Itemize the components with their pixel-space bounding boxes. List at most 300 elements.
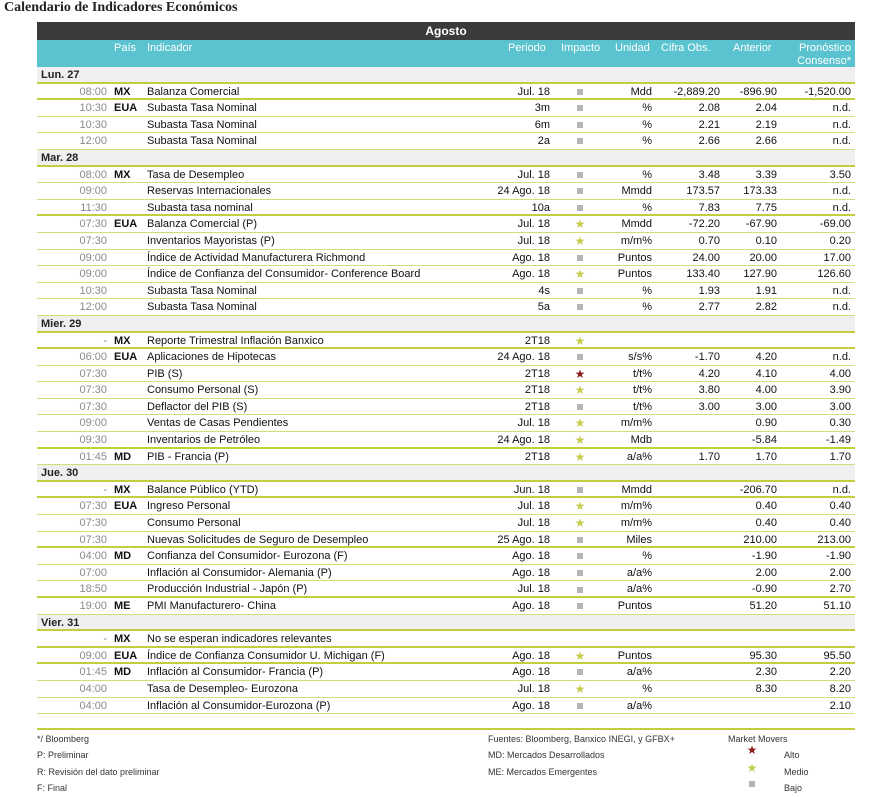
- row-forecast: n.d.: [832, 185, 851, 198]
- row-time: 07:00: [79, 566, 107, 579]
- row-indicator: Subasta Tasa Nominal: [147, 301, 257, 314]
- row-time: 10:30: [79, 284, 107, 297]
- calendar-table: [37, 22, 855, 714]
- row-period: Jul. 18: [517, 168, 550, 181]
- row-forecast: n.d.: [832, 201, 851, 214]
- row-unit: m/m%: [620, 417, 652, 430]
- row-previous: -206.70: [739, 483, 777, 496]
- table-row: [37, 631, 855, 648]
- row-time: 10:30: [79, 102, 107, 115]
- row-country: MX: [114, 483, 131, 496]
- table-row: [37, 698, 855, 715]
- table-row: [37, 299, 855, 316]
- row-period: Ago. 18: [512, 268, 550, 281]
- row-time: 08:00: [79, 85, 107, 98]
- table-row: [37, 133, 855, 150]
- row-indicator: Índice de Confianza Consumidor U. Michigan (F): [147, 649, 385, 662]
- impact-low-square-icon: [573, 664, 587, 681]
- day-header: [37, 316, 855, 333]
- row-previous: 1.70: [755, 450, 777, 463]
- row-unit: Mmdd: [621, 185, 652, 198]
- impact-low-square-icon: [573, 598, 587, 615]
- row-period: Ago. 18: [512, 699, 550, 712]
- row-unit: t/t%: [633, 400, 652, 413]
- row-period: 24 Ago. 18: [497, 351, 550, 364]
- row-unit: a/a%: [626, 666, 652, 679]
- impact-low-square-icon: [573, 117, 587, 134]
- row-period: Jun. 18: [513, 483, 550, 496]
- bajo-square-icon: [746, 778, 758, 788]
- row-indicator: Inflación al Consumidor- Alemania (P): [147, 566, 332, 579]
- impact-low-square-icon: [573, 399, 587, 416]
- row-observed: -72.20: [688, 218, 720, 231]
- table-row: [37, 333, 855, 350]
- impact-low-square-icon: [573, 200, 587, 217]
- month-band: Agosto: [37, 22, 855, 40]
- legend-alto: Alto: [784, 750, 800, 760]
- table-row: [37, 449, 855, 466]
- table-row: [37, 415, 855, 432]
- row-previous: 0.40: [755, 517, 777, 530]
- header-anterior: Anterior: [733, 42, 772, 54]
- row-observed: 1.70: [698, 450, 720, 463]
- row-period: Jul. 18: [517, 234, 550, 247]
- row-forecast: n.d.: [832, 284, 851, 297]
- row-forecast: n.d.: [832, 135, 851, 148]
- row-forecast: 0.40: [829, 517, 851, 530]
- day-header: [37, 67, 855, 84]
- row-unit: %: [642, 135, 652, 148]
- impact-low-square-icon: [573, 548, 587, 565]
- row-forecast: 51.10: [823, 600, 851, 612]
- table-row: [37, 664, 855, 681]
- row-indicator: Consumo Personal: [147, 517, 241, 530]
- day-label: Mier. 29: [41, 317, 82, 330]
- row-unit: a/a%: [626, 583, 652, 596]
- header-impacto: Impacto: [561, 42, 601, 54]
- row-unit: Puntos: [617, 251, 652, 264]
- row-indicator: No se esperan indicadores relevantes: [147, 633, 332, 646]
- row-unit: %: [642, 682, 652, 695]
- row-time: 09:00: [79, 185, 107, 198]
- row-time: 04:00: [79, 699, 107, 712]
- row-previous: 20.00: [749, 251, 777, 264]
- row-observed: 4.20: [698, 367, 720, 380]
- row-unit: a/a%: [626, 450, 652, 463]
- note-preliminar: P: Preliminar: [37, 750, 89, 760]
- table-row: [37, 366, 855, 383]
- row-indicator: Subasta Tasa Nominal: [147, 284, 257, 297]
- row-period: 2T18: [524, 384, 550, 397]
- row-previous: 51.20: [749, 600, 777, 612]
- row-period: 5a: [537, 301, 550, 314]
- row-indicator: Subasta Tasa Nominal: [147, 135, 257, 148]
- row-period: Jul. 18: [517, 682, 550, 695]
- row-period: Jul. 18: [517, 583, 550, 596]
- day-label: Mar. 28: [41, 151, 79, 164]
- row-previous: 95.30: [749, 649, 777, 662]
- row-time: 07:30: [79, 234, 107, 247]
- row-previous: 1.91: [755, 284, 777, 297]
- row-time: 09:00: [79, 417, 107, 430]
- row-country: MX: [114, 168, 131, 181]
- row-country: EUA: [114, 102, 138, 115]
- row-period: Ago. 18: [512, 251, 550, 264]
- row-forecast: 2.70: [829, 583, 851, 596]
- row-previous: -896.90: [739, 85, 777, 98]
- row-observed: -2,889.20: [673, 85, 720, 98]
- row-time: 04:00: [79, 682, 107, 695]
- row-period: Jul. 18: [517, 85, 550, 98]
- impact-low-square-icon: [573, 167, 587, 184]
- row-time: 07:30: [79, 384, 107, 397]
- table-row: [37, 233, 855, 250]
- row-period: 25 Ago. 18: [497, 533, 550, 546]
- row-forecast: 3.50: [829, 168, 851, 181]
- impact-low-square-icon: [573, 299, 587, 316]
- row-previous: 2.04: [755, 102, 777, 115]
- row-indicator: Producción Industrial - Japón (P): [147, 583, 308, 596]
- row-previous: 0.10: [755, 234, 777, 247]
- table-row: [37, 515, 855, 532]
- row-unit: %: [642, 201, 652, 214]
- impact-medium-star-icon: ★: [574, 217, 586, 232]
- impact-medium-star-icon: ★: [574, 233, 586, 248]
- row-period: Ago. 18: [512, 666, 550, 679]
- row-unit: Puntos: [617, 649, 652, 662]
- impact-medium-star-icon: ★: [574, 648, 586, 663]
- row-forecast: 213.00: [817, 533, 851, 546]
- market-movers-title: Market Movers: [728, 734, 788, 744]
- row-country: EUA: [114, 351, 138, 364]
- row-unit: %: [642, 118, 652, 131]
- table-row: [37, 681, 855, 698]
- me-legend: ME: Mercados Emergentes: [488, 767, 598, 777]
- row-period: 2T18: [524, 367, 550, 380]
- table-row: [37, 200, 855, 217]
- row-country: MD: [114, 550, 132, 563]
- row-time: 01:45: [79, 450, 107, 463]
- row-indicator: Inflación al Consumidor- Francia (P): [147, 666, 324, 679]
- impact-low-square-icon: [573, 250, 587, 267]
- impact-medium-star-icon: ★: [574, 416, 586, 431]
- impact-low-square-icon: [573, 183, 587, 200]
- row-previous: 127.90: [743, 268, 777, 281]
- row-indicator: Deflactor del PIB (S): [147, 400, 248, 413]
- row-period: 10a: [531, 201, 550, 214]
- row-unit: %: [642, 550, 652, 563]
- row-unit: Miles: [626, 533, 652, 546]
- row-time: 08:00: [79, 168, 107, 181]
- row-indicator: Reservas Internacionales: [147, 185, 272, 198]
- row-previous: 0.90: [755, 417, 777, 430]
- row-unit: a/a%: [626, 566, 652, 579]
- row-time: 01:45: [79, 666, 107, 679]
- row-indicator: Inventarios Mayoristas (P): [147, 234, 275, 247]
- row-unit: a/a%: [626, 699, 652, 712]
- row-unit: Mmdd: [621, 218, 652, 231]
- row-time: 11:30: [80, 201, 107, 214]
- row-forecast: 8.20: [829, 682, 851, 695]
- row-observed: 1.93: [698, 284, 720, 297]
- row-indicator: Confianza del Consumidor- Eurozona (F): [147, 550, 348, 563]
- row-previous: -67.90: [745, 218, 777, 231]
- row-previous: 0.40: [755, 500, 777, 513]
- row-indicator: Nuevas Solicitudes de Seguro de Desempleo: [147, 533, 369, 546]
- row-indicator: Aplicaciones de Hipotecas: [147, 351, 277, 364]
- impact-medium-star-icon: ★: [574, 433, 586, 448]
- row-previous: 2.66: [755, 135, 777, 148]
- impact-low-square-icon: [573, 283, 587, 300]
- row-indicator: Reporte Trimestral Inflación Banxico: [147, 334, 324, 347]
- table-row: [37, 100, 855, 117]
- row-previous: 2.30: [755, 666, 777, 679]
- row-time: 07:30: [79, 218, 107, 231]
- row-previous: 173.33: [743, 185, 777, 198]
- md-legend: MD: Mercados Desarrollados: [488, 750, 605, 760]
- row-observed: 0.70: [698, 234, 720, 247]
- row-observed: 2.21: [698, 118, 720, 131]
- row-period: 6m: [534, 118, 550, 131]
- row-unit: t/t%: [633, 367, 652, 380]
- row-forecast: n.d.: [832, 351, 851, 364]
- row-unit: Mmdd: [621, 483, 652, 496]
- row-unit: m/m%: [620, 234, 652, 247]
- row-previous: 2.82: [755, 301, 777, 314]
- table-row: [37, 399, 855, 416]
- source-text: Fuentes: Bloomberg, Banxico INEGI, y GFBX+: [488, 734, 675, 744]
- header-pais: País: [114, 42, 137, 54]
- table-row: [37, 498, 855, 515]
- row-forecast: -1.49: [825, 434, 851, 447]
- impact-low-square-icon: [573, 482, 587, 499]
- row-indicator: PIB (S): [147, 367, 183, 380]
- impact-low-square-icon: [573, 100, 587, 117]
- row-previous: 8.30: [755, 682, 777, 695]
- row-time: 12:00: [79, 135, 107, 148]
- row-forecast: 3.00: [829, 400, 851, 413]
- row-indicator: Balanza Comercial (P): [147, 218, 258, 231]
- row-forecast: n.d.: [832, 102, 851, 115]
- header-unidad: Unidad: [615, 42, 650, 54]
- row-time: 06:00: [79, 351, 107, 364]
- row-unit: m/m%: [620, 517, 652, 530]
- impact-low-square-icon: [573, 698, 587, 715]
- row-time: -: [103, 633, 107, 646]
- table-row: [37, 532, 855, 549]
- row-indicator: Subasta Tasa Nominal: [147, 102, 257, 115]
- row-unit: Puntos: [617, 268, 652, 281]
- row-indicator: Índice de Actividad Manufacturera Richmond: [147, 251, 366, 264]
- row-country: MD: [114, 666, 132, 679]
- table-row: [37, 581, 855, 598]
- row-previous: 4.10: [755, 367, 777, 380]
- table-row: [37, 266, 855, 283]
- row-time: -: [103, 483, 107, 496]
- row-unit: t/t%: [633, 384, 652, 397]
- table-row: [37, 548, 855, 565]
- row-time: 07:30: [79, 500, 107, 513]
- row-unit: %: [642, 102, 652, 115]
- row-previous: -5.84: [751, 434, 777, 447]
- row-indicator: Balance Público (YTD): [147, 483, 259, 496]
- page-title: Calendario de Indicadores Económicos: [4, 0, 238, 15]
- row-indicator: Tasa de Desempleo- Eurozona: [147, 682, 299, 695]
- row-country: EUA: [114, 500, 138, 513]
- row-forecast: 3.90: [829, 384, 851, 397]
- row-previous: -1.90: [751, 550, 777, 563]
- impact-low-square-icon: [573, 349, 587, 366]
- header-cifra: Cifra Obs.: [661, 42, 711, 54]
- row-observed: 3.80: [698, 384, 720, 397]
- row-period: 24 Ago. 18: [497, 434, 550, 447]
- row-previous: 4.20: [755, 351, 777, 364]
- impact-low-square-icon: [573, 532, 587, 549]
- row-previous: 7.75: [755, 201, 777, 214]
- row-time: 07:30: [79, 517, 107, 530]
- row-observed: 173.57: [686, 185, 720, 198]
- row-unit: Puntos: [617, 600, 652, 612]
- row-period: Ago. 18: [512, 566, 550, 579]
- table-row: [37, 349, 855, 366]
- row-forecast: n.d.: [832, 118, 851, 131]
- row-period: Ago. 18: [512, 550, 550, 563]
- day-header: [37, 465, 855, 482]
- header-pronostico-1: Pronóstico: [799, 42, 851, 54]
- impact-high-star-icon: ★: [574, 366, 586, 381]
- row-time: 12:00: [79, 301, 107, 314]
- medio-star-icon: ★: [746, 761, 758, 775]
- table-row: [37, 216, 855, 233]
- table-row: [37, 250, 855, 267]
- row-indicator: Ventas de Casas Pendientes: [147, 417, 289, 430]
- day-label: Vier. 31: [41, 616, 80, 629]
- row-forecast: n.d.: [832, 483, 851, 496]
- impact-medium-star-icon: ★: [574, 333, 586, 348]
- row-time: 18:50: [79, 583, 107, 596]
- row-forecast: 0.30: [829, 417, 851, 430]
- table-row: [37, 598, 855, 615]
- row-indicator: Índice de Confianza del Consumidor- Conference Board: [147, 268, 421, 281]
- row-previous: 2.19: [755, 118, 777, 131]
- row-period: 2T18: [524, 400, 550, 413]
- row-period: Jul. 18: [517, 517, 550, 530]
- row-observed: 7.83: [698, 201, 720, 214]
- impact-low-square-icon: [573, 581, 587, 598]
- header-periodo: Periodo: [508, 42, 546, 54]
- legend-bajo: Bajo: [784, 783, 803, 793]
- header-pronostico: [797, 42, 851, 68]
- row-previous: -0.90: [751, 583, 777, 596]
- row-observed: -1.70: [694, 351, 720, 364]
- day-label: Lun. 27: [41, 69, 80, 81]
- row-time: 04:00: [79, 550, 107, 563]
- row-time: 07:30: [79, 367, 107, 380]
- row-unit: s/s%: [628, 351, 652, 364]
- row-indicator: Ingreso Personal: [147, 500, 231, 513]
- row-period: Ago. 18: [512, 649, 550, 662]
- row-observed: 2.66: [698, 135, 720, 148]
- row-forecast: n.d.: [832, 301, 851, 314]
- impact-low-square-icon: [573, 133, 587, 150]
- row-forecast: 126.60: [817, 268, 851, 281]
- row-forecast: 95.50: [823, 649, 851, 662]
- row-indicator: Inventarios de Petróleo: [147, 434, 261, 447]
- row-indicator: Balanza Comercial: [147, 85, 240, 98]
- row-forecast: 0.40: [829, 500, 851, 513]
- row-unit: %: [642, 301, 652, 314]
- row-unit: %: [642, 168, 652, 181]
- impact-medium-star-icon: ★: [574, 499, 586, 514]
- day-header: [37, 150, 855, 167]
- row-indicator: PMI Manufacturero- China: [147, 600, 276, 612]
- row-period: 3m: [534, 102, 550, 115]
- row-indicator: PIB - Francia (P): [147, 450, 229, 463]
- row-observed: 2.77: [698, 301, 720, 314]
- row-time: 09:00: [79, 251, 107, 264]
- row-forecast: 0.20: [829, 234, 851, 247]
- row-indicator: Inflación al Consumidor-Eurozona (P): [147, 699, 331, 712]
- note-bloomberg: */ Bloomberg: [37, 734, 90, 744]
- row-country: EUA: [114, 649, 138, 662]
- table-row: [37, 648, 855, 665]
- table-row: [37, 183, 855, 200]
- row-observed: 133.40: [686, 268, 720, 281]
- note-revision: R: Revisión del dato preliminar: [37, 767, 160, 777]
- note-final: F: Final: [37, 783, 68, 793]
- row-indicator: Tasa de Desempleo: [147, 168, 245, 181]
- impact-medium-star-icon: ★: [574, 449, 586, 464]
- row-forecast: 2.10: [829, 699, 851, 712]
- row-forecast: 4.00: [829, 367, 851, 380]
- row-period: 2a: [537, 135, 550, 148]
- row-unit: m/m%: [620, 500, 652, 513]
- row-unit: Mdb: [630, 434, 652, 447]
- table-row: [37, 167, 855, 184]
- row-indicator: Consumo Personal (S): [147, 384, 259, 397]
- impact-medium-star-icon: ★: [574, 516, 586, 531]
- row-country: EUA: [114, 218, 138, 231]
- row-forecast: 2.00: [829, 566, 851, 579]
- row-forecast: -69.00: [819, 218, 851, 231]
- table-row: [37, 117, 855, 134]
- row-period: Jul. 18: [517, 218, 550, 231]
- table-row: [37, 565, 855, 582]
- legend-medio: Medio: [784, 767, 809, 777]
- row-previous: 4.00: [755, 384, 777, 397]
- row-time: 09:30: [79, 434, 107, 447]
- row-unit: Mdd: [630, 85, 652, 98]
- row-indicator: Subasta Tasa Nominal: [147, 118, 257, 131]
- table-row: [37, 382, 855, 399]
- header-pronostico-2: Consenso*: [797, 55, 851, 67]
- row-country: ME: [114, 600, 131, 612]
- impact-low-square-icon: [573, 84, 587, 101]
- row-forecast: 17.00: [823, 251, 851, 264]
- row-observed: 3.00: [698, 400, 720, 413]
- table-row: [37, 283, 855, 300]
- row-indicator: Subasta tasa nominal: [147, 201, 253, 214]
- row-previous: 210.00: [743, 533, 777, 546]
- table-row: [37, 432, 855, 449]
- impact-low-square-icon: [573, 565, 587, 582]
- footer: [37, 728, 855, 793]
- row-period: Ago. 18: [512, 600, 550, 612]
- row-time: -: [103, 334, 107, 347]
- row-previous: 2.00: [755, 566, 777, 579]
- row-period: 24 Ago. 18: [497, 185, 550, 198]
- row-period: Jul. 18: [517, 417, 550, 430]
